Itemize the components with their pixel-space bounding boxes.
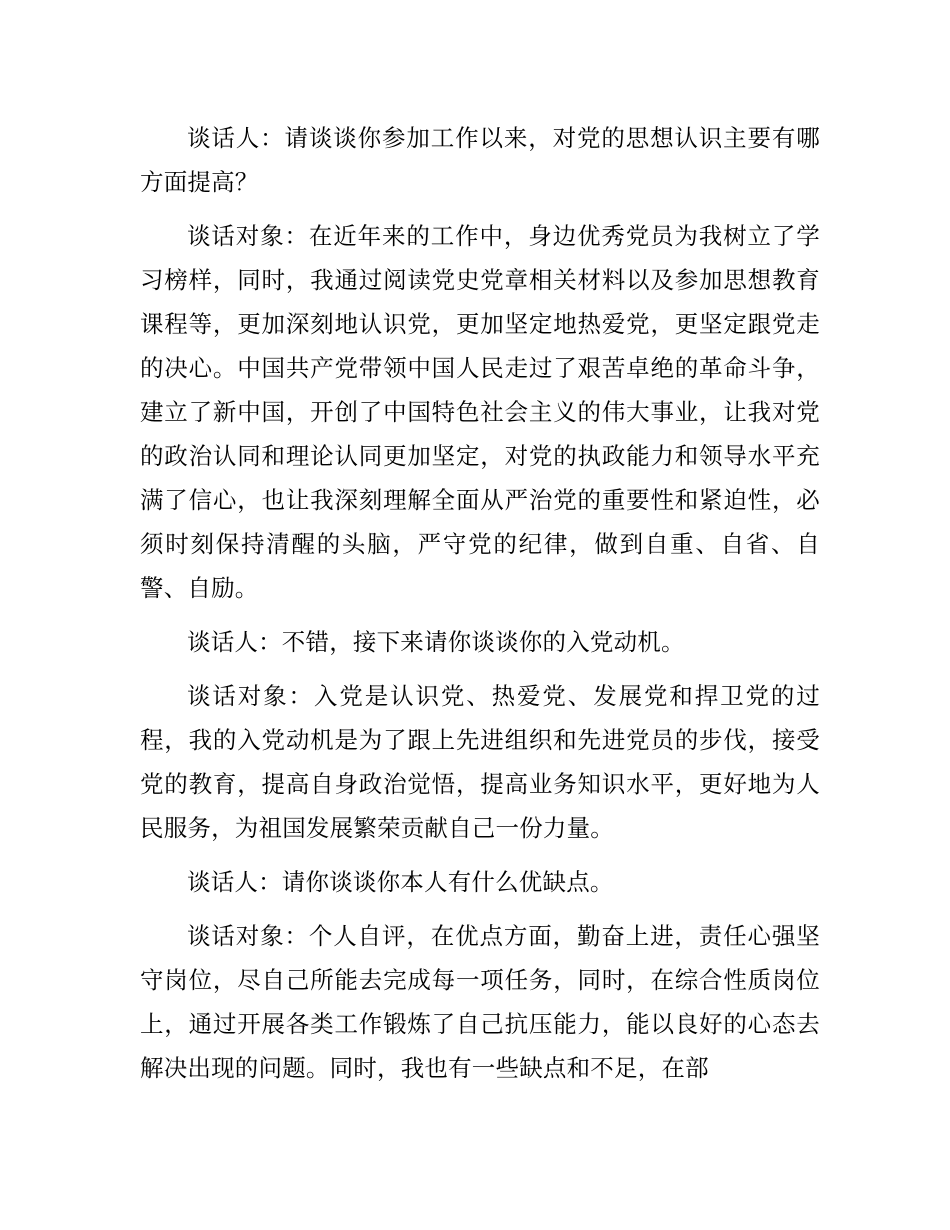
paragraph-question-ideological-understanding: 谈话人：请谈谈你参加工作以来，对党的思想认识主要有哪方面提高？ [140, 124, 820, 196]
paragraph-question-strengths-weaknesses: 谈话人：请你谈谈你本人有什么优缺点。 [187, 868, 614, 896]
document-body [140, 116, 820, 1100]
paragraph-answer-ideological-understanding: 谈话对象：在近年来的工作中，身边优秀党员为我树立了学习榜样，同时，我通过阅读党史党章相关材料以及参加思想教育课程等，更加深刻地认识党，更加坚定地热爱党，更坚定跟党走的决心。中国共产党带领中国人民走过了艰苦卓绝的革命斗争，建立了新中国，开创了中国特色社会主义的伟大事业，让我对党的政治认同和理论认同更加坚定，对党的执政能力和领导水平充满了信心，也让我深刻理解全面从严治党的重要性和紧迫性，必须时刻保持清醒的头脑，严守党的纪律，做到自重、自省、自警、自励。 [140, 222, 820, 602]
paragraph-answer-strengths-weaknesses: 谈话对象：个人自评，在优点方面，勤奋上进，责任心强坚守岗位，尽自己所能去完成每一项任务，同时，在综合性质岗位上，通过开展各类工作锻炼了自己抗压能力，能以良好的心态去解决出现的问题。同时，我也有一些缺点和不足，在部 [140, 922, 820, 1082]
paragraph-answer-motivation: 谈话对象：入党是认识党、热爱党、发展党和捍卫党的过程，我的入党动机是为了跟上先进组织和先进党员的步伐，接受党的教育，提高自身政治觉悟，提高业务知识水平，更好地为人民服务，为祖国发展繁荣贡献自己一份力量。 [140, 682, 820, 842]
paragraph-question-motivation: 谈话人：不错，接下来请你谈谈你的入党动机。 [187, 628, 685, 656]
